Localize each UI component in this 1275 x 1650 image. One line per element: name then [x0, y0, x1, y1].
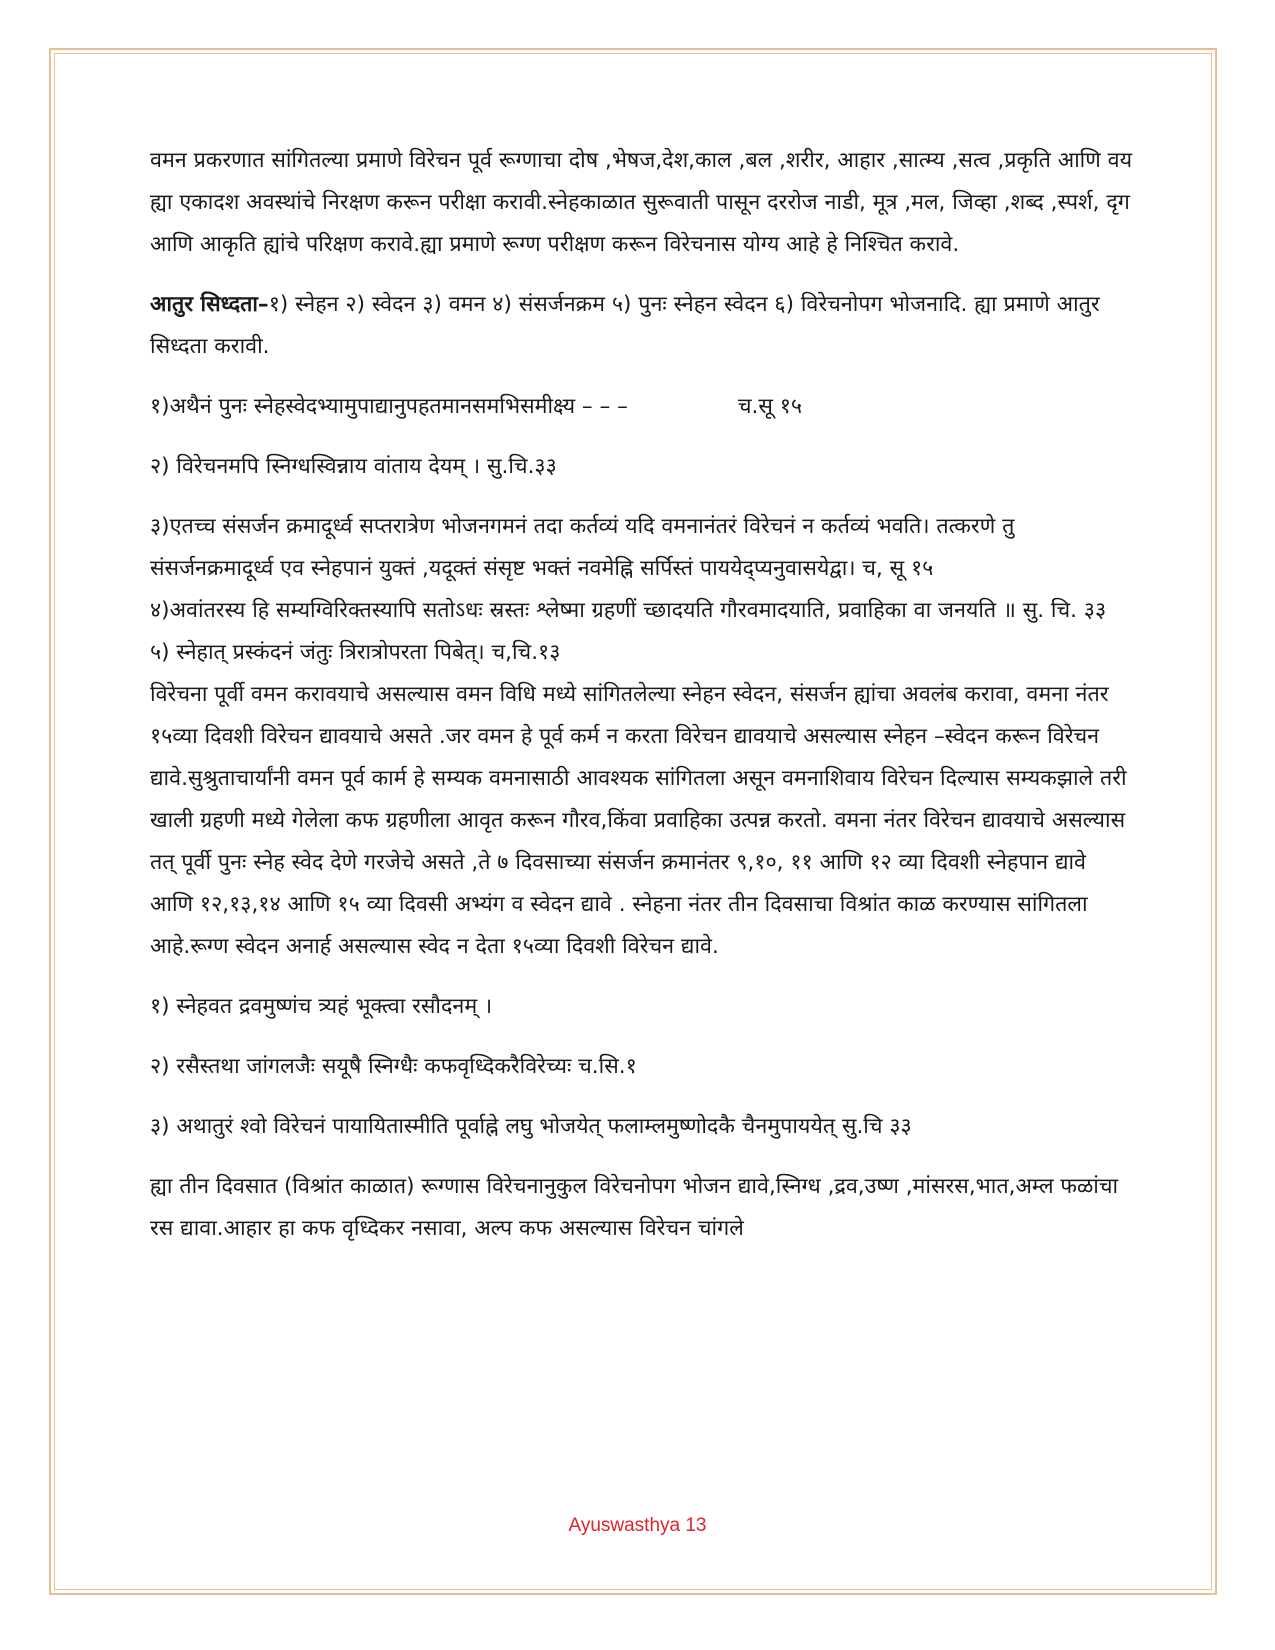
quote-1 — [150, 386, 1135, 428]
quote-1-text: १)अथैनं पुनः स्नेहस्वेदभ्यामुपाद्यानुपहतमानसमभिसमीक्ष्य – – – — [150, 394, 628, 419]
quote-1-reference: च.सू १५ — [737, 394, 803, 419]
reference-3: ३) अथातुरं श्वो विरेचनं पायायितास्मीति पूर्वाह्ने लघु भोजयेत् फलाम्लमुष्णोदकै चैनमुपाययेत् सु.चि ३३ — [150, 1114, 912, 1139]
section-heading-atur-siddhata: आतुर सिध्दता– — [150, 292, 269, 317]
quote-5: ५) स्नेहात् प्रस्कंदनं जंतुः त्रिरात्रोपरता पिबेत्। च,चि.१३ — [150, 640, 561, 665]
paragraph-examination: वमन प्रकरणात सांगितल्या प्रमाणे विरेचन पूर्व रूग्णाचा दोष ,भेषज,देश,काल ,बल ,शरीर, आहार ,सात्म्य ,सत्व ,प्रकृति आणि वय ह्या एकादश अवस्थांचे निरक्षण करून परीक्षा करावी.स्नेहकाळात सुरूवाती पासून दररोज नाडी, मूत्र ,मल, जिव्हा ,शब्द ,स्पर्श, दृग आणि आकृति ह्यांचे परिक्षण करावे.ह्या प्रमाणे रूग्ण परीक्षण करून विरेचनास योग्य आहे हे निश्चित करावे. — [150, 148, 1133, 257]
quote-4: ४)अवांतरस्य हि सम्यग्विरिक्तस्यापि सतोऽधः स्रस्तः श्लेष्मा ग्रहणीं च्छादयति गौरवमादयाति, प्रवाहिका वा जनयति ॥ सु. चि. ३३ — [150, 598, 1107, 623]
paragraph-virechana-procedure: विरेचना पूर्वी वमन करावयाचे असल्यास वमन विधि मध्ये सांगितलेल्या स्नेहन स्वेदन, संसर्जन ह्यांचा अवलंब करावा, वमना नंतर १५व्या दिवशी विरेचन द्यावयाचे असते .जर वमन हे पूर्व कर्म न करता विरेचन द्यावयाचे असल्यास स्नेहन –स्वेदन करून विरेचन द्यावे.सुश्रुताचार्यांनी वमन पूर्व कार्म हे सम्यक वमनासाठी आवश्यक सांगितला असून वमनाशिवाय विरेचन दिल्यास सम्यकझाले तरी खाली ग्रहणी मध्ये गेलेला कफ ग्रहणीला आवृत करून गौरव,किंवा प्रवाहिका उत्पन्न करतो. वमना नंतर विरेचन द्यावयाचे असल्यास तत् पूर्वी पुनः स्नेह स्वेद देणे गरजेचे असते ,ते ७ दिवसाच्या संसर्जन क्रमानंतर ९,१०, ११ आणि १२ व्या दिवशी स्नेहपान द्यावे आणि १२,१३,१४ आणि १५ व्या दिवसी अभ्यंग व स्वेदन द्यावे . स्नेहना नंतर तीन दिवसाचा विश्रांत काळ करण्यास सांगितला आहे.रूग्ण स्वेदन अनार्ह असल्यास स्वेद न देता १५व्या दिवशी विरेचन द्यावे. — [150, 682, 1127, 959]
quote-3: ३)एतच्च संसर्जन क्रमादूर्ध्व सप्तरात्रेण भोजनगमनं तदा कर्तव्यं यदि वमनानंतरं विरेचनं न कर्तव्यं भवति। तत्करणे तु संसर्जनक्रमादूर्ध्व एव स्नेहपानं युक्तं ,यदूक्तं संसृष्ट भक्तं नवमेह्नि सर्पिस्तं पाययेद्प्यनुवासयेद्वा। च, सू १५ — [150, 514, 1015, 581]
reference-2: २) रसैस्तथा जांगलजैः सयूषै स्निग्धैः कफवृध्दिकरैविरेच्यः च.सि.१ — [150, 1054, 637, 1079]
reference-1: १) स्नेहवत द्रवमुष्णंच त्र्यहं भूक्त्वा रसौदनम् । — [150, 994, 493, 1019]
paragraph-atur-siddhata — [150, 284, 1135, 368]
atur-siddhata-steps: १) स्नेहन २) स्वेदन ३) वमन ४) संसर्जनक्रम ५) पुनः स्नेहन स्वेदन ६) विरेचनोपग भोजनादि. ह्या प्रमाणे आतुर सिध्दता करावी. — [150, 292, 1100, 359]
paragraph-diet: ह्या तीन दिवसात (विश्रांत काळात) रूग्णास विरेचनानुकुल विरेचनोपग भोजन द्यावे,स्निग्ध ,द्रव,उष्ण ,मांसरस,भात,अम्ल फळांचा रस द्यावा.आहार हा कफ वृध्दिकर नसावा, अल्प कफ असल्यास विरेचन चांगले — [150, 1174, 1119, 1241]
page-content — [150, 140, 1135, 1250]
page-footer: Ayuswasthya 13 — [568, 1515, 707, 1536]
quote-2: २) विरेचनमपि स्निग्धस्विन्नाय वांताय देयम् । सु.चि.३३ — [150, 454, 557, 479]
